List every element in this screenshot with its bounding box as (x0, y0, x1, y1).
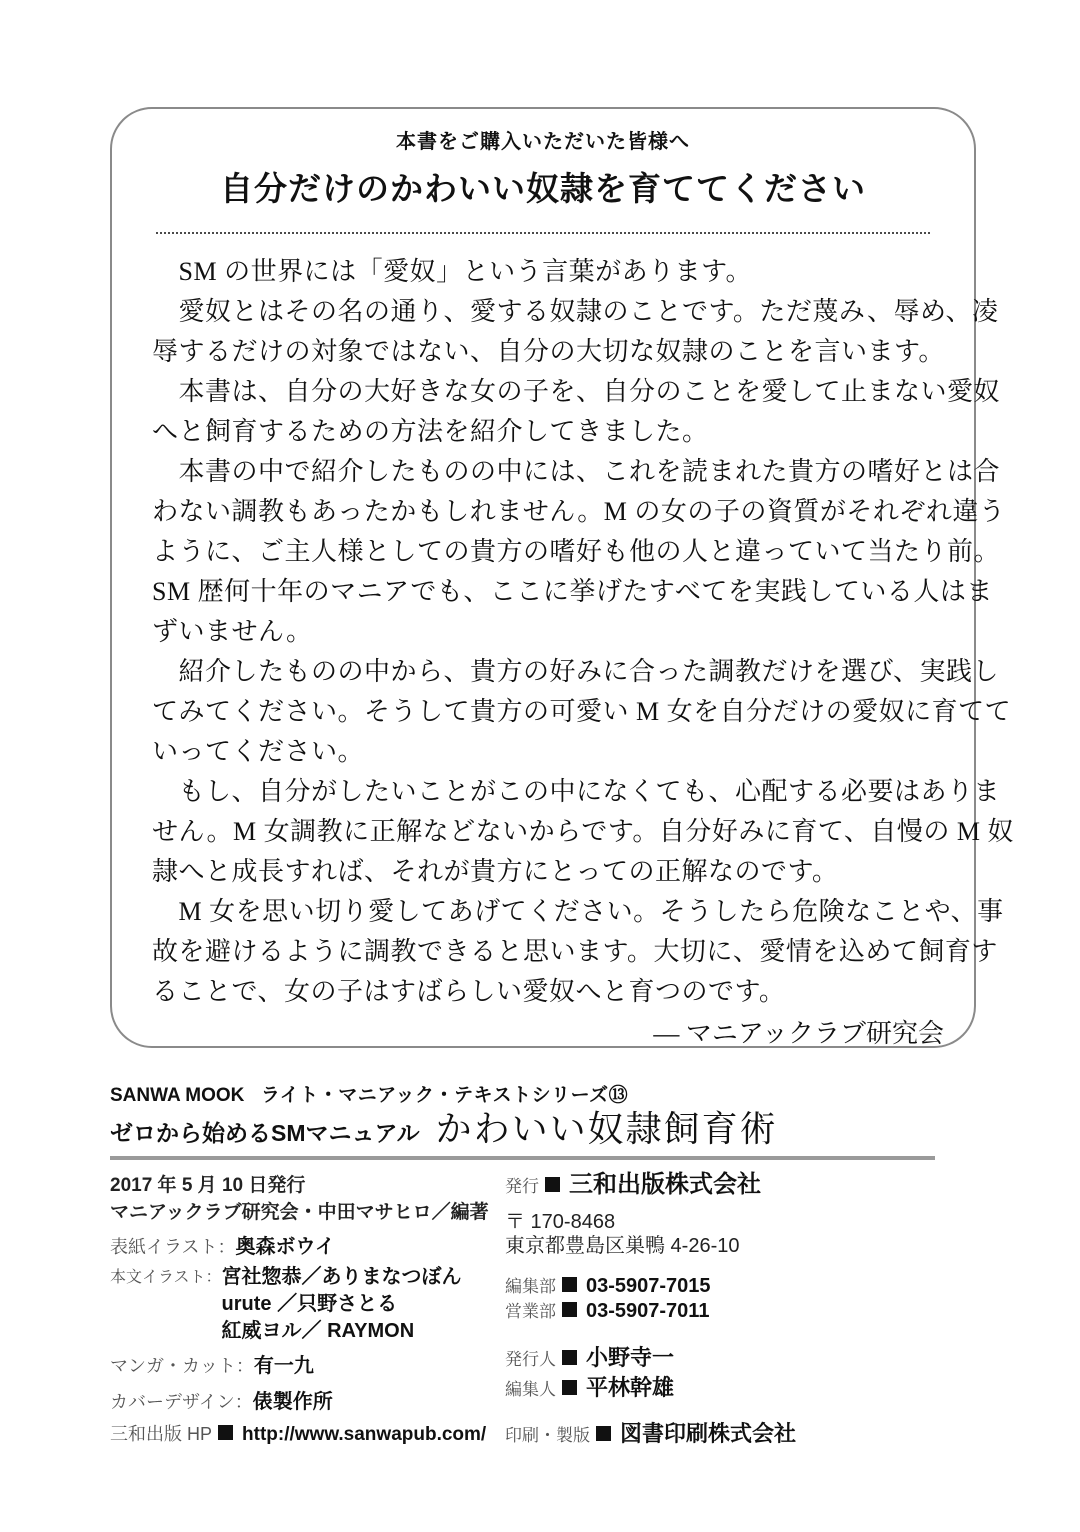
cover-illustrator-row (110, 1232, 510, 1262)
postal-code: 〒 170-8468 (505, 1211, 616, 1233)
divider-rule (110, 1156, 935, 1160)
editor-label: 編集人 (505, 1380, 556, 1399)
book-subtitle: ゼロから始めるSMマニュアル (110, 1120, 420, 1146)
body-illustrators-line: 宮社惣恭／ありまなつぼん (221, 1266, 462, 1288)
black-square-icon (562, 1277, 577, 1292)
body-line: M 女を思い切り愛してあげてください。そうしたら危険なことや、事 (152, 897, 1004, 926)
dotted-divider (156, 232, 930, 234)
address: 東京都豊島区巣鴨 4-26-10 (505, 1235, 740, 1257)
imprint-label: SANWA MOOK (110, 1085, 245, 1106)
cover-design-value: 俵製作所 (252, 1391, 333, 1413)
editor-row (505, 1374, 985, 1404)
sales-phone-row (505, 1299, 985, 1324)
body-line: 隷へと成長すれば、それが貴方にとっての正解なのです。 (152, 857, 839, 886)
black-square-icon (545, 1177, 560, 1192)
manga-cut-row (110, 1351, 510, 1381)
body-line: 本書は、自分の大好きな女の子を、自分のことを愛して止まない愛奴 (152, 377, 1001, 406)
editorial-label: 編集部 (505, 1277, 556, 1296)
cover-design-row (110, 1387, 510, 1417)
body-illustrators-line: urute ／只野さとる (221, 1293, 398, 1315)
printer-value: 図書印刷株式会社 (620, 1421, 797, 1446)
website-url: http://www.sanwapub.com/ (242, 1424, 487, 1445)
box-body (152, 252, 1014, 1054)
body-line: 紹介したものの中から、貴方の好みに合った調教だけを選び、実践し (152, 657, 999, 686)
body-line: ように、ご主人様としての貴方の嗜好も他の人と違っていて当たり前。 (152, 537, 1001, 566)
colophon-left-column (110, 1172, 510, 1448)
black-square-icon (218, 1425, 233, 1440)
body-line: いってください。 (152, 737, 365, 766)
body-line: へと飼育するための方法を紹介してきました。 (152, 417, 709, 446)
book-title-line (110, 1101, 778, 1152)
publisher-row (505, 1170, 985, 1202)
series-name: ライト・マニアック・テキストシリーズ⑬ (260, 1085, 629, 1106)
body-line: SM の世界には「愛奴」という言葉があります。 (152, 257, 752, 286)
body-line: わない調教もあったかもしれません。M の女の子の資質がそれぞれ違う (152, 497, 1006, 526)
sales-label: 営業部 (505, 1302, 556, 1321)
book-title: かわいい奴隷飼育術 (435, 1109, 778, 1149)
website-row (110, 1421, 510, 1448)
body-line: 辱するだけの対象ではない、自分の大切な奴隷のことを言います。 (152, 337, 945, 366)
body-line: ることで、女の子はすばらしい愛奴へと育つのです。 (152, 977, 786, 1006)
black-square-icon (562, 1350, 577, 1365)
manga-cut-label: マンガ・カット： (110, 1356, 254, 1376)
black-square-icon (596, 1426, 611, 1441)
printer-row (505, 1420, 985, 1450)
box-header: 本書をご購入いただいた皆様へ (396, 131, 690, 153)
body-illustrators-values (222, 1264, 462, 1345)
sales-phone: 03-5907-7011 (586, 1300, 710, 1322)
body-illustrators-line: 紅威ヨル／ RAYMON (221, 1320, 415, 1342)
editor-value: 平林幹雄 (586, 1375, 675, 1400)
printer-label: 印刷・製版 (505, 1426, 590, 1445)
colophon-right-column (505, 1170, 985, 1450)
editorial-phone: 03-5907-7015 (586, 1275, 711, 1297)
body-line: ずいません。 (152, 617, 313, 646)
body-line: SM 歴何十年のマニアでも、ここに挙げたすべてを実践している人はま (152, 577, 993, 606)
cover-illustrator-label: 表紙イラスト： (110, 1237, 236, 1257)
body-line: もし、自分がしたいことがこの中になくても、心配する必要はありま (152, 777, 1001, 806)
body-line: 愛奴とはその名の通り、愛する奴隷のことです。ただ蔑み、辱め、凌 (152, 297, 999, 326)
box-title: 自分だけのかわいい奴隷を育ててください (220, 172, 866, 208)
cover-design-label: カバーデザイン： (110, 1392, 253, 1412)
cover-illustrator-value: 奥森ボウイ (235, 1236, 335, 1258)
issuer-label: 発行人 (505, 1350, 556, 1369)
body-line: 故を避けるように調教できると思います。大切に、愛情を込めて飼育す (152, 937, 998, 966)
body-line: せん。M 女調教に正解などないからです。自分好みに育て、自慢の M 奴 (152, 817, 1014, 846)
website-label: 三和出版 HP (110, 1424, 213, 1444)
author-credit: マニアックラブ研究会・中田マサヒロ／編著 (110, 1202, 489, 1223)
manga-cut-value: 有一九 (253, 1355, 314, 1377)
body-line: てみてください。そうして貴方の可愛い M 女を自分だけの愛奴に育てて (152, 697, 1012, 726)
issuer-value: 小野寺一 (586, 1345, 675, 1370)
body-illustrators-row (110, 1264, 510, 1345)
publication-date: 2017 年 5 月 10 日発行 (110, 1175, 306, 1196)
reader-message-box (110, 107, 1014, 1048)
black-square-icon (562, 1302, 577, 1317)
body-line: 本書の中で紹介したものの中には、これを読まれた貴方の嗜好とは合 (152, 457, 1001, 486)
body-illustrators-label: 本文イラスト： (110, 1269, 222, 1286)
signature: ― マニアックラブ研究会 (653, 1019, 944, 1048)
issuer-row (505, 1344, 985, 1374)
editorial-phone-row (505, 1274, 985, 1299)
black-square-icon (562, 1380, 577, 1395)
publisher-label: 発行 (505, 1177, 539, 1196)
publisher-value: 三和出版株式会社 (569, 1171, 761, 1198)
